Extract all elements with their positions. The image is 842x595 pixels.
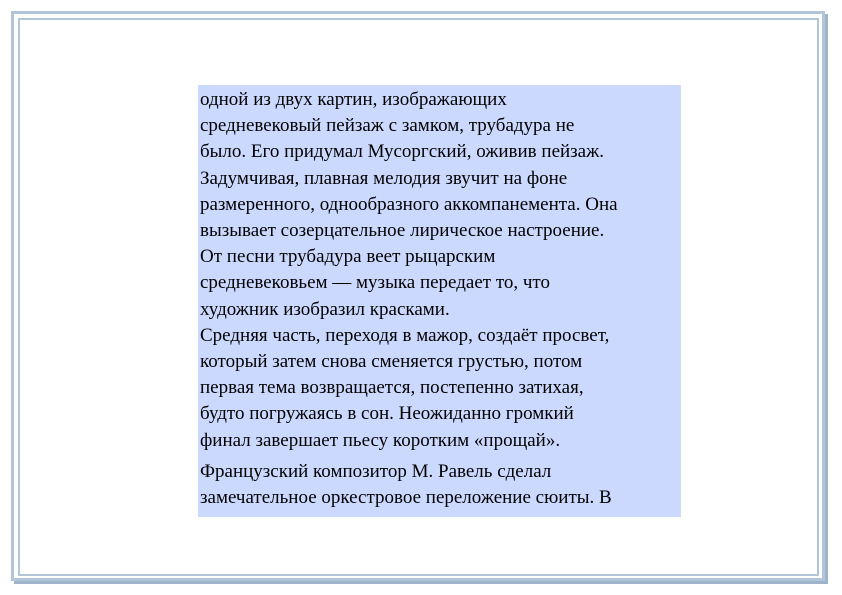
text-line: Французский композитор М. Равель сделал <box>200 460 552 482</box>
text-line: От песни трубадура веет рыцарским <box>200 246 496 268</box>
paragraph-middle-part <box>200 323 679 454</box>
paragraph-troubadour <box>200 87 679 323</box>
paragraph-ravel <box>200 459 679 511</box>
text-line: который затем снова сменяется грустью, потом <box>200 351 583 373</box>
text-line: художник изобразил красками. <box>200 298 450 320</box>
text-line: Задумчивая, плавная мелодия звучит на фоне <box>200 167 568 189</box>
text-line: замечательное оркестровое переложение сюиты. В <box>200 487 612 509</box>
text-box <box>198 85 681 517</box>
text-line: финал завершает пьесу коротким «прощай». <box>200 429 561 451</box>
text-line: будто погружаясь в сон. Неожиданно громкий <box>200 403 574 425</box>
text-line: было. Его придумал Мусоргский, оживив пейзаж. <box>200 141 604 163</box>
text-line: размеренного, однообразного аккомпанемента. Она <box>200 193 618 215</box>
text-line: вызывает созерцательное лирическое настроение. <box>200 220 605 242</box>
text-line: средневековьем — музыка передает то, что <box>200 272 550 294</box>
text-line: первая тема возвращается, постепенно затихая, <box>200 377 584 399</box>
text-line: Средняя часть, переходя в мажор, создаёт просвет, <box>200 324 610 346</box>
text-line: одной из двух картин, изображающих <box>200 89 507 110</box>
text-line: средневековый пейзаж с замком, трубадура не <box>200 115 575 137</box>
